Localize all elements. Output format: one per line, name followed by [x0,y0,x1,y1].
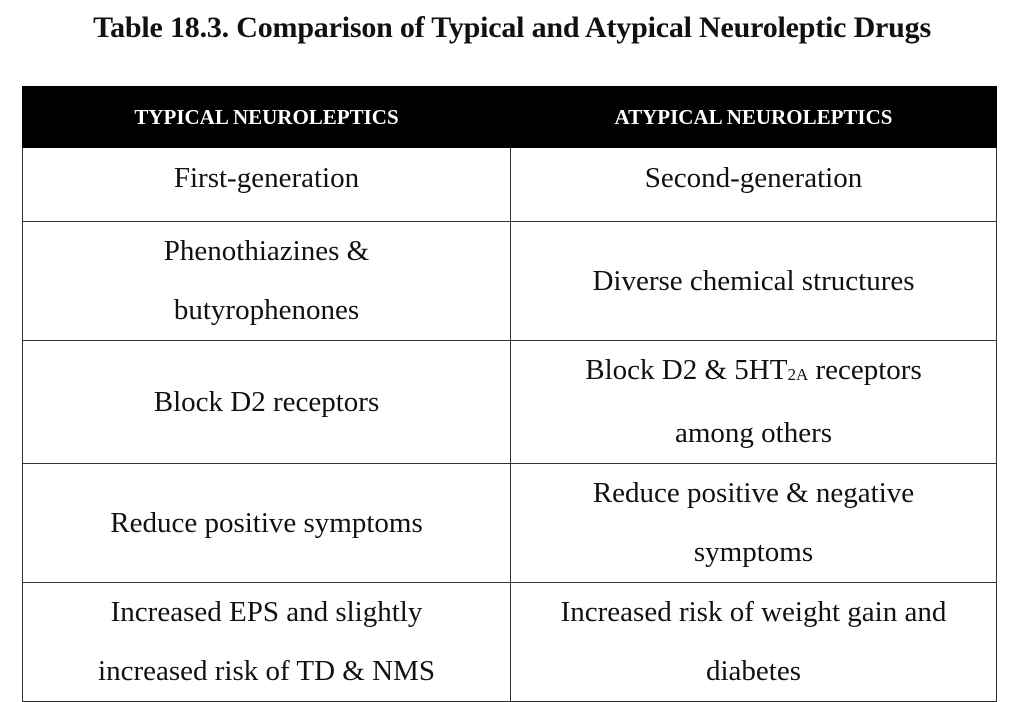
cell-text-line: symptoms [693,536,814,568]
cell-typical [23,464,511,583]
table-row [23,341,997,464]
cell-text-line: Reduce positive & negative [592,477,915,509]
cell-text-line: diabetes [705,655,801,687]
table-row [23,148,997,222]
cell-atypical [511,148,997,222]
table-row [23,583,997,702]
cell-atypical [511,464,997,583]
cell-text: Diverse chemical structures [592,264,915,297]
cell-atypical [511,583,997,702]
cell-text: Second-generation [644,161,863,194]
cell-atypical [511,341,997,464]
cell-text-line: Phenothiazines & [163,235,370,267]
header-row [23,87,997,148]
table-row [23,222,997,341]
cell-text-line: among others [674,417,833,449]
header-typical: TYPICAL NEUROLEPTICS [23,87,511,148]
cell-text: Block D2 receptors [153,385,380,418]
cell-typical [23,148,511,222]
cell-text-pre: Block D2 & 5HT [585,354,788,386]
cell-text-line: Increased risk of weight gain and [560,596,947,628]
cell-text-line: butyrophenones [173,294,360,326]
cell-typical [23,222,511,341]
cell-text: Reduce positive symptoms [110,506,423,539]
table-row [23,464,997,583]
comparison-table [22,86,997,702]
header-atypical: ATYPICAL NEUROLEPTICS [511,87,997,148]
cell-typical [23,341,511,464]
cell-text-post: receptors [808,354,922,386]
cell-typical [23,583,511,702]
table-title: Table 18.3. Comparison of Typical and Atypical Neuroleptic Drugs [93,11,931,44]
receptor-subscript: 2A [787,365,809,384]
cell-text-line: increased risk of TD & NMS [98,655,435,687]
cell-text: First-generation [173,161,360,194]
cell-text-line: Increased EPS and slightly [110,596,423,628]
cell-atypical [511,222,997,341]
